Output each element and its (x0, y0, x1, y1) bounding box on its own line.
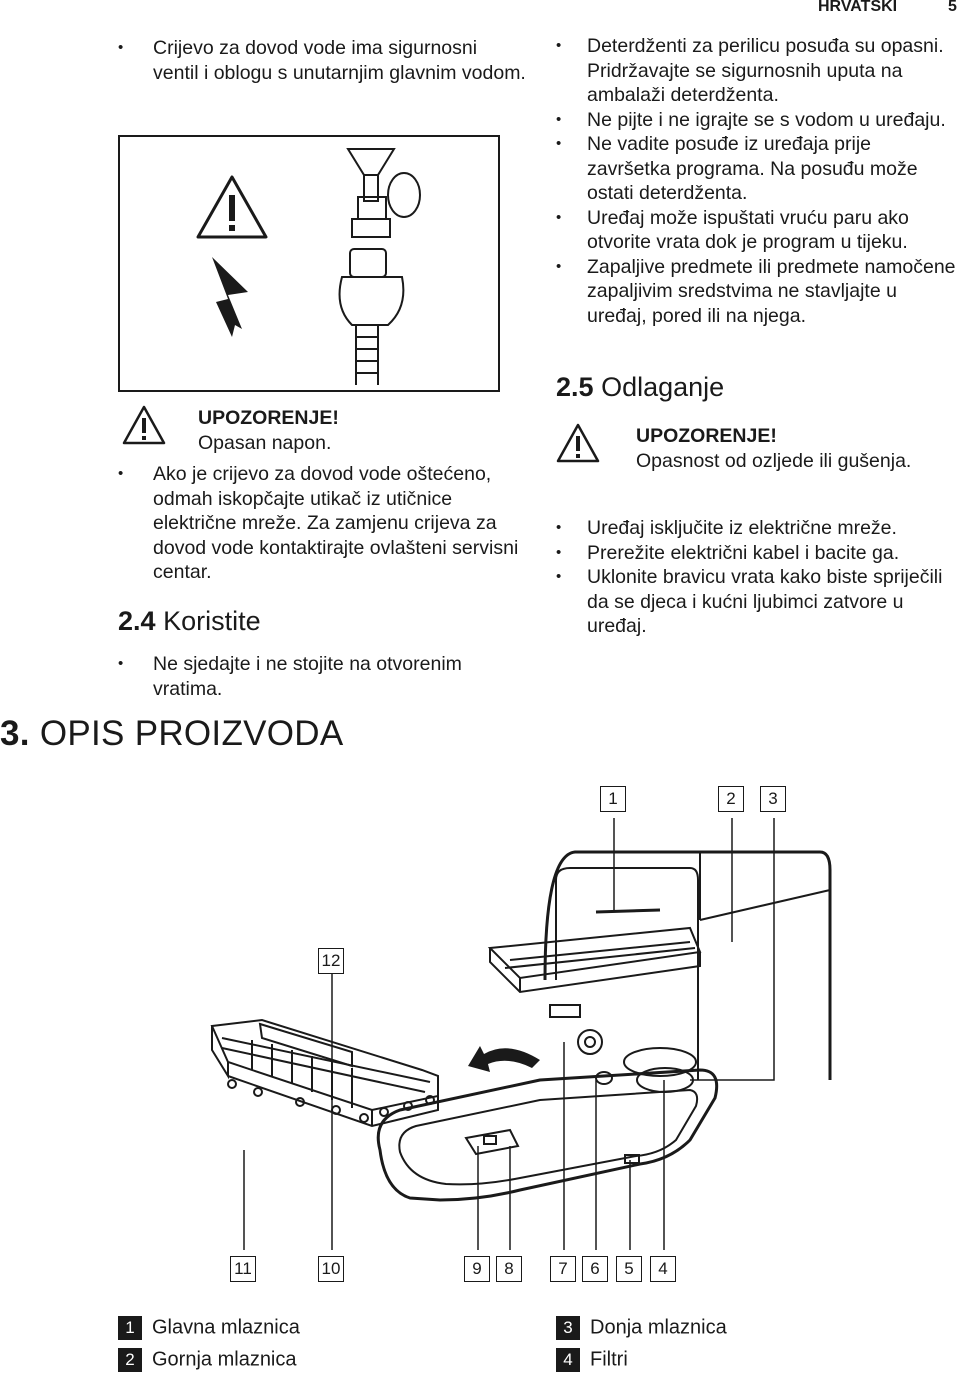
right-list-2 (556, 516, 956, 639)
bullet-text: Crijevo za dovod vode ima sigurnosni ventil i oblogu s unutarnjim glavnim vodom. (153, 37, 526, 84)
warning-triangle-icon (122, 404, 166, 446)
list-item: • Ne vadite posuđe iz uređaja prije završetka programa. Na posuđu može ostati deterdženta. (556, 132, 956, 206)
section-number: 2.5 (556, 372, 594, 402)
legend-number: 4 (556, 1348, 580, 1372)
leader-lines (244, 818, 774, 1250)
bullet-text: Uređaj može ispuštati vruću paru ako otvorite vrata dok je program u tijeku. (587, 206, 909, 253)
legend-label: Filtri (590, 1348, 628, 1371)
bullet-text: Ako je crijevo za dovod vode oštećeno, odmah iskopčajte utikač iz utičnice električne mreže. Za zamjenu crijeva za dovod vode kontaktirajte ovlašteni servisni centar. (153, 463, 519, 583)
warning-block (198, 406, 339, 455)
callout-8: 8 (496, 1256, 522, 1282)
list-item: • Uređaj može ispuštati vruću paru ako otvorite vrata dok je program u tijeku. (556, 206, 956, 255)
hose-figure (118, 135, 500, 392)
list-item: • Uklonite bravicu vrata kako biste spriječili da se djeca i kućni ljubimci zatvore u uređaj. (556, 565, 956, 639)
section-title: Koristite (163, 606, 261, 636)
warning-title: UPOZORENJE! (198, 407, 339, 429)
hose-figure-svg (120, 137, 498, 390)
bullet-text: Uklonite bravicu vrata kako biste spriječili da se djeca i kućni ljubimci zatvore u uređaj. (587, 566, 943, 637)
list-item: • Zapaljive predmete ili predmete namočene zapaljivim sredstvima ne stavljajte u uređaj, pored ili na njega. (556, 255, 956, 327)
chapter-heading (0, 714, 344, 754)
callout-12: 12 (318, 948, 344, 974)
callout-5: 5 (616, 1256, 642, 1282)
dishwasher-diagram (0, 780, 960, 1300)
callout-3: 3 (760, 786, 786, 812)
callout-7: 7 (550, 1256, 576, 1282)
page-number: 5 (948, 0, 957, 15)
hose-valve-icon (340, 249, 404, 385)
list-item: • Deterdženti za perilicu posuđa su opasni. Pridržavajte se sigurnosnih uputa na ambalaži deterdženta. (556, 34, 956, 108)
list-item: • Uređaj isključite iz električne mreže. (556, 516, 956, 541)
arrow-icon (468, 1046, 540, 1072)
chapter-title: OPIS PROIZVODA (39, 714, 344, 753)
water-tap-icon (348, 149, 420, 237)
legend-item (118, 1314, 300, 1341)
bullet-text: Zapaljive predmete ili predmete namočene zapaljivim sredstvima ne stavljajte u uređaj, pored ili na njega. (587, 255, 956, 327)
callout-11: 11 (230, 1256, 256, 1282)
lightning-bolt-icon (212, 257, 248, 337)
legend-label: Donja mlaznica (590, 1316, 727, 1339)
warning-triangle-icon (556, 422, 600, 464)
callout-1: 1 (600, 786, 626, 812)
warning-title: UPOZORENJE! (636, 425, 777, 447)
callout-6: 6 (582, 1256, 608, 1282)
legend-number: 2 (118, 1348, 142, 1372)
bullet-text: Ne sjedajte i ne stojite na otvorenim vratima. (153, 653, 462, 700)
warning-triangle-icon (198, 177, 266, 237)
bullet-text: Uređaj isključite iz električne mreže. (587, 517, 897, 539)
callout-9: 9 (464, 1256, 490, 1282)
legend-item (556, 1314, 727, 1341)
callout-4: 4 (650, 1256, 676, 1282)
legend-item (556, 1346, 628, 1373)
list-item: • Ne pijte i ne igrajte se s vodom u uređaju. (556, 108, 956, 133)
section-heading (556, 372, 724, 403)
list-item: • Prerežite električni kabel i bacite ga. (556, 541, 956, 566)
bullet-text: Ne vadite posuđe iz uređaja prije završetka programa. Na posuđu može ostati deterdženta. (587, 133, 918, 204)
section-title: Odlaganje (601, 372, 725, 402)
bullet-text: Deterdženti za perilicu posuđa su opasni. Pridržavajte se sigurnosnih uputa na ambalaži deterdženta. (587, 35, 944, 106)
section-number: 2.4 (118, 606, 156, 636)
warning-text: Opasan napon. (198, 431, 332, 454)
legend-label: Gornja mlaznica (152, 1348, 297, 1371)
legend-label: Glavna mlaznica (152, 1316, 300, 1339)
legend-number: 3 (556, 1316, 580, 1340)
right-list (556, 34, 956, 328)
warning-text: Opasnost od ozljede ili gušenja. (636, 449, 912, 472)
callout-2: 2 (718, 786, 744, 812)
list-item: • Crijevo za dovod vode ima sigurnosni ventil i oblogu s unutarnjim glavnim vodom. (118, 36, 528, 85)
chapter-number: 3. (0, 714, 30, 753)
header-language: HRVATSKI (818, 0, 898, 15)
bullet-text: Ne pijte i ne igrajte se s vodom u uređaju. (587, 108, 946, 131)
list-item: • Ne sjedajte i ne stojite na otvorenim vratima. (118, 652, 528, 701)
upper-basket (490, 928, 700, 1017)
legend-item (118, 1346, 297, 1373)
legend-number: 1 (118, 1316, 142, 1340)
warning-block (636, 424, 936, 473)
callout-10: 10 (318, 1256, 344, 1282)
section-heading (118, 606, 261, 637)
bullet-text: Prerežite električni kabel i bacite ga. (587, 541, 900, 564)
list-item: • Ako je crijevo za dovod vode oštećeno, odmah iskopčajte utikač iz utičnice električne mreže. Za zamjenu crijeva za dovod vode kontaktirajte ovlašteni servisni centar. (118, 462, 528, 585)
